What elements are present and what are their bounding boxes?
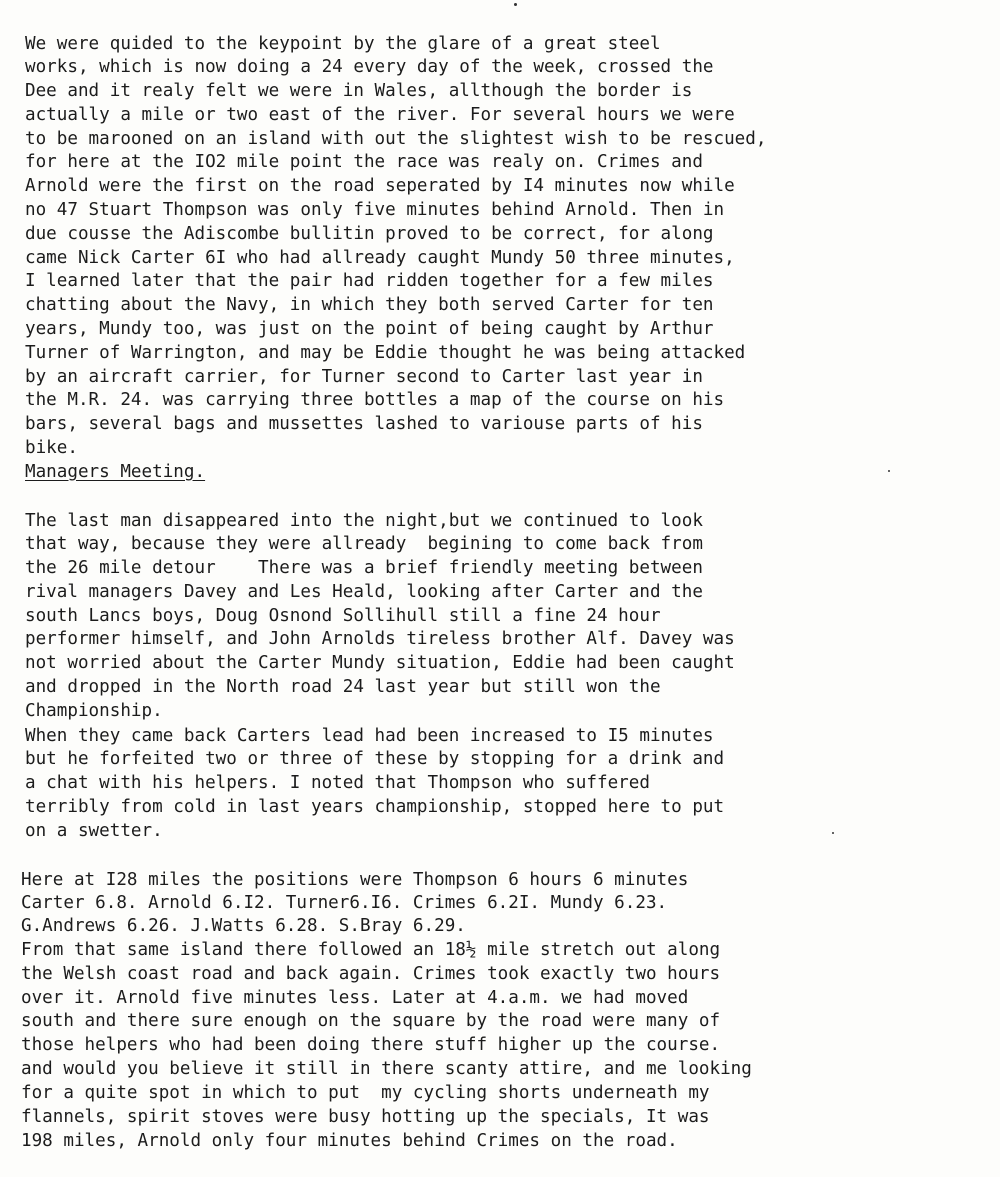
text-line: the M.R. 24. was carrying three bottles a map of the course on his (25, 390, 725, 410)
text-line: and dropped in the North road 24 last year but still won the (25, 677, 661, 697)
text-line: for here at the IO2 mile point the race was realy on. Crimes and (25, 152, 703, 172)
text-line: no 47 Stuart Thompson was only five minutes behind Arnold. Then in (25, 200, 725, 220)
text-line: came Nick Carter 6I who had allready caught Mundy 50 three minutes, (25, 248, 735, 268)
text-line: the 26 mile detour There was a brief friendly meeting between (25, 558, 703, 578)
text-line: Here at I28 miles the positions were Thompson 6 hours 6 minutes (21, 870, 689, 890)
text-line: When they came back Carters lead had been increased to I5 minutes (25, 726, 714, 746)
text-line: for a quite spot in which to put my cycling shorts underneath my (21, 1083, 710, 1103)
text-line: Arnold were the first on the road seperated by I4 minutes now while (25, 176, 735, 196)
section-heading: Managers Meeting. (25, 462, 206, 482)
text-line: chatting about the Navy, in which they both served Carter for ten (25, 295, 714, 315)
text-line: to be marooned on an island with out the slightest wish to be rescued, (25, 129, 767, 149)
text-line: From that same island there followed an 18½ mile stretch out along (21, 940, 721, 960)
text-line: those helpers who had been doing there stuff higher up the course. (21, 1035, 721, 1055)
text-line: Dee and it realy felt we were in Wales, allthough the border is (25, 81, 693, 101)
text-line: Championship. (25, 701, 163, 721)
text-line: flannels, spirit stoves were busy hotting up the specials, It was (21, 1107, 710, 1127)
text-line: the Welsh coast road and back again. Crimes took exactly two hours (21, 964, 721, 984)
text-line: works, which is now doing a 24 every day of the week, crossed the (25, 57, 714, 77)
text-line: south and there sure enough on the square by the road were many of (21, 1011, 721, 1031)
text-line: G.Andrews 6.26. J.Watts 6.28. S.Bray 6.29. (21, 916, 466, 936)
text-line: that way, because they were allready begining to come back from (25, 534, 703, 554)
text-line: bike. (25, 438, 78, 458)
text-line: years, Mundy too, was just on the point of being caught by Arthur (25, 319, 714, 339)
text-line: The last man disappeared into the night,but we continued to look (25, 511, 703, 531)
text-line: Carter 6.8. Arnold 6.I2. Turner6.I6. Crimes 6.2I. Mundy 6.23. (21, 893, 668, 913)
text-line: not worried about the Carter Mundy situation, Eddie had been caught (25, 653, 735, 673)
page-speck (514, 3, 517, 6)
text-line: Turner of Warrington, and may be Eddie thought he was being attacked (25, 343, 746, 363)
text-line: south Lancs boys, Doug Osnond Sollihull still a fine 24 hour (25, 606, 661, 626)
text-line: I learned later that the pair had ridden together for a few miles (25, 271, 714, 291)
text-line: on a swetter. (25, 821, 163, 841)
page-speck (888, 470, 890, 472)
text-line: over it. Arnold five minutes less. Later at 4.a.m. we had moved (21, 988, 689, 1008)
text-line: actually a mile or two east of the river. For several hours we were (25, 105, 735, 125)
text-line: terribly from cold in last years championship, stopped here to put (25, 797, 725, 817)
text-line: by an aircraft carrier, for Turner second to Carter last year in (25, 367, 703, 387)
text-line: a chat with his helpers. I noted that Thompson who suffered (25, 773, 650, 793)
page-speck (832, 832, 834, 834)
text-line: and would you believe it still in there scanty attire, and me looking (21, 1059, 752, 1079)
text-line: performer himself, and John Arnolds tireless brother Alf. Davey was (25, 629, 735, 649)
text-line: but he forfeited two or three of these by stopping for a drink and (25, 749, 725, 769)
text-line: due cousse the Adiscombe bullitin proved to be correct, for along (25, 224, 714, 244)
text-line: rival managers Davey and Les Heald, looking after Carter and the (25, 582, 703, 602)
text-line: 198 miles, Arnold only four minutes behind Crimes on the road. (21, 1131, 678, 1151)
text-line: We were quided to the keypoint by the glare of a great steel (25, 34, 661, 54)
text-line: bars, several bags and mussettes lashed to variouse parts of his (25, 414, 703, 434)
